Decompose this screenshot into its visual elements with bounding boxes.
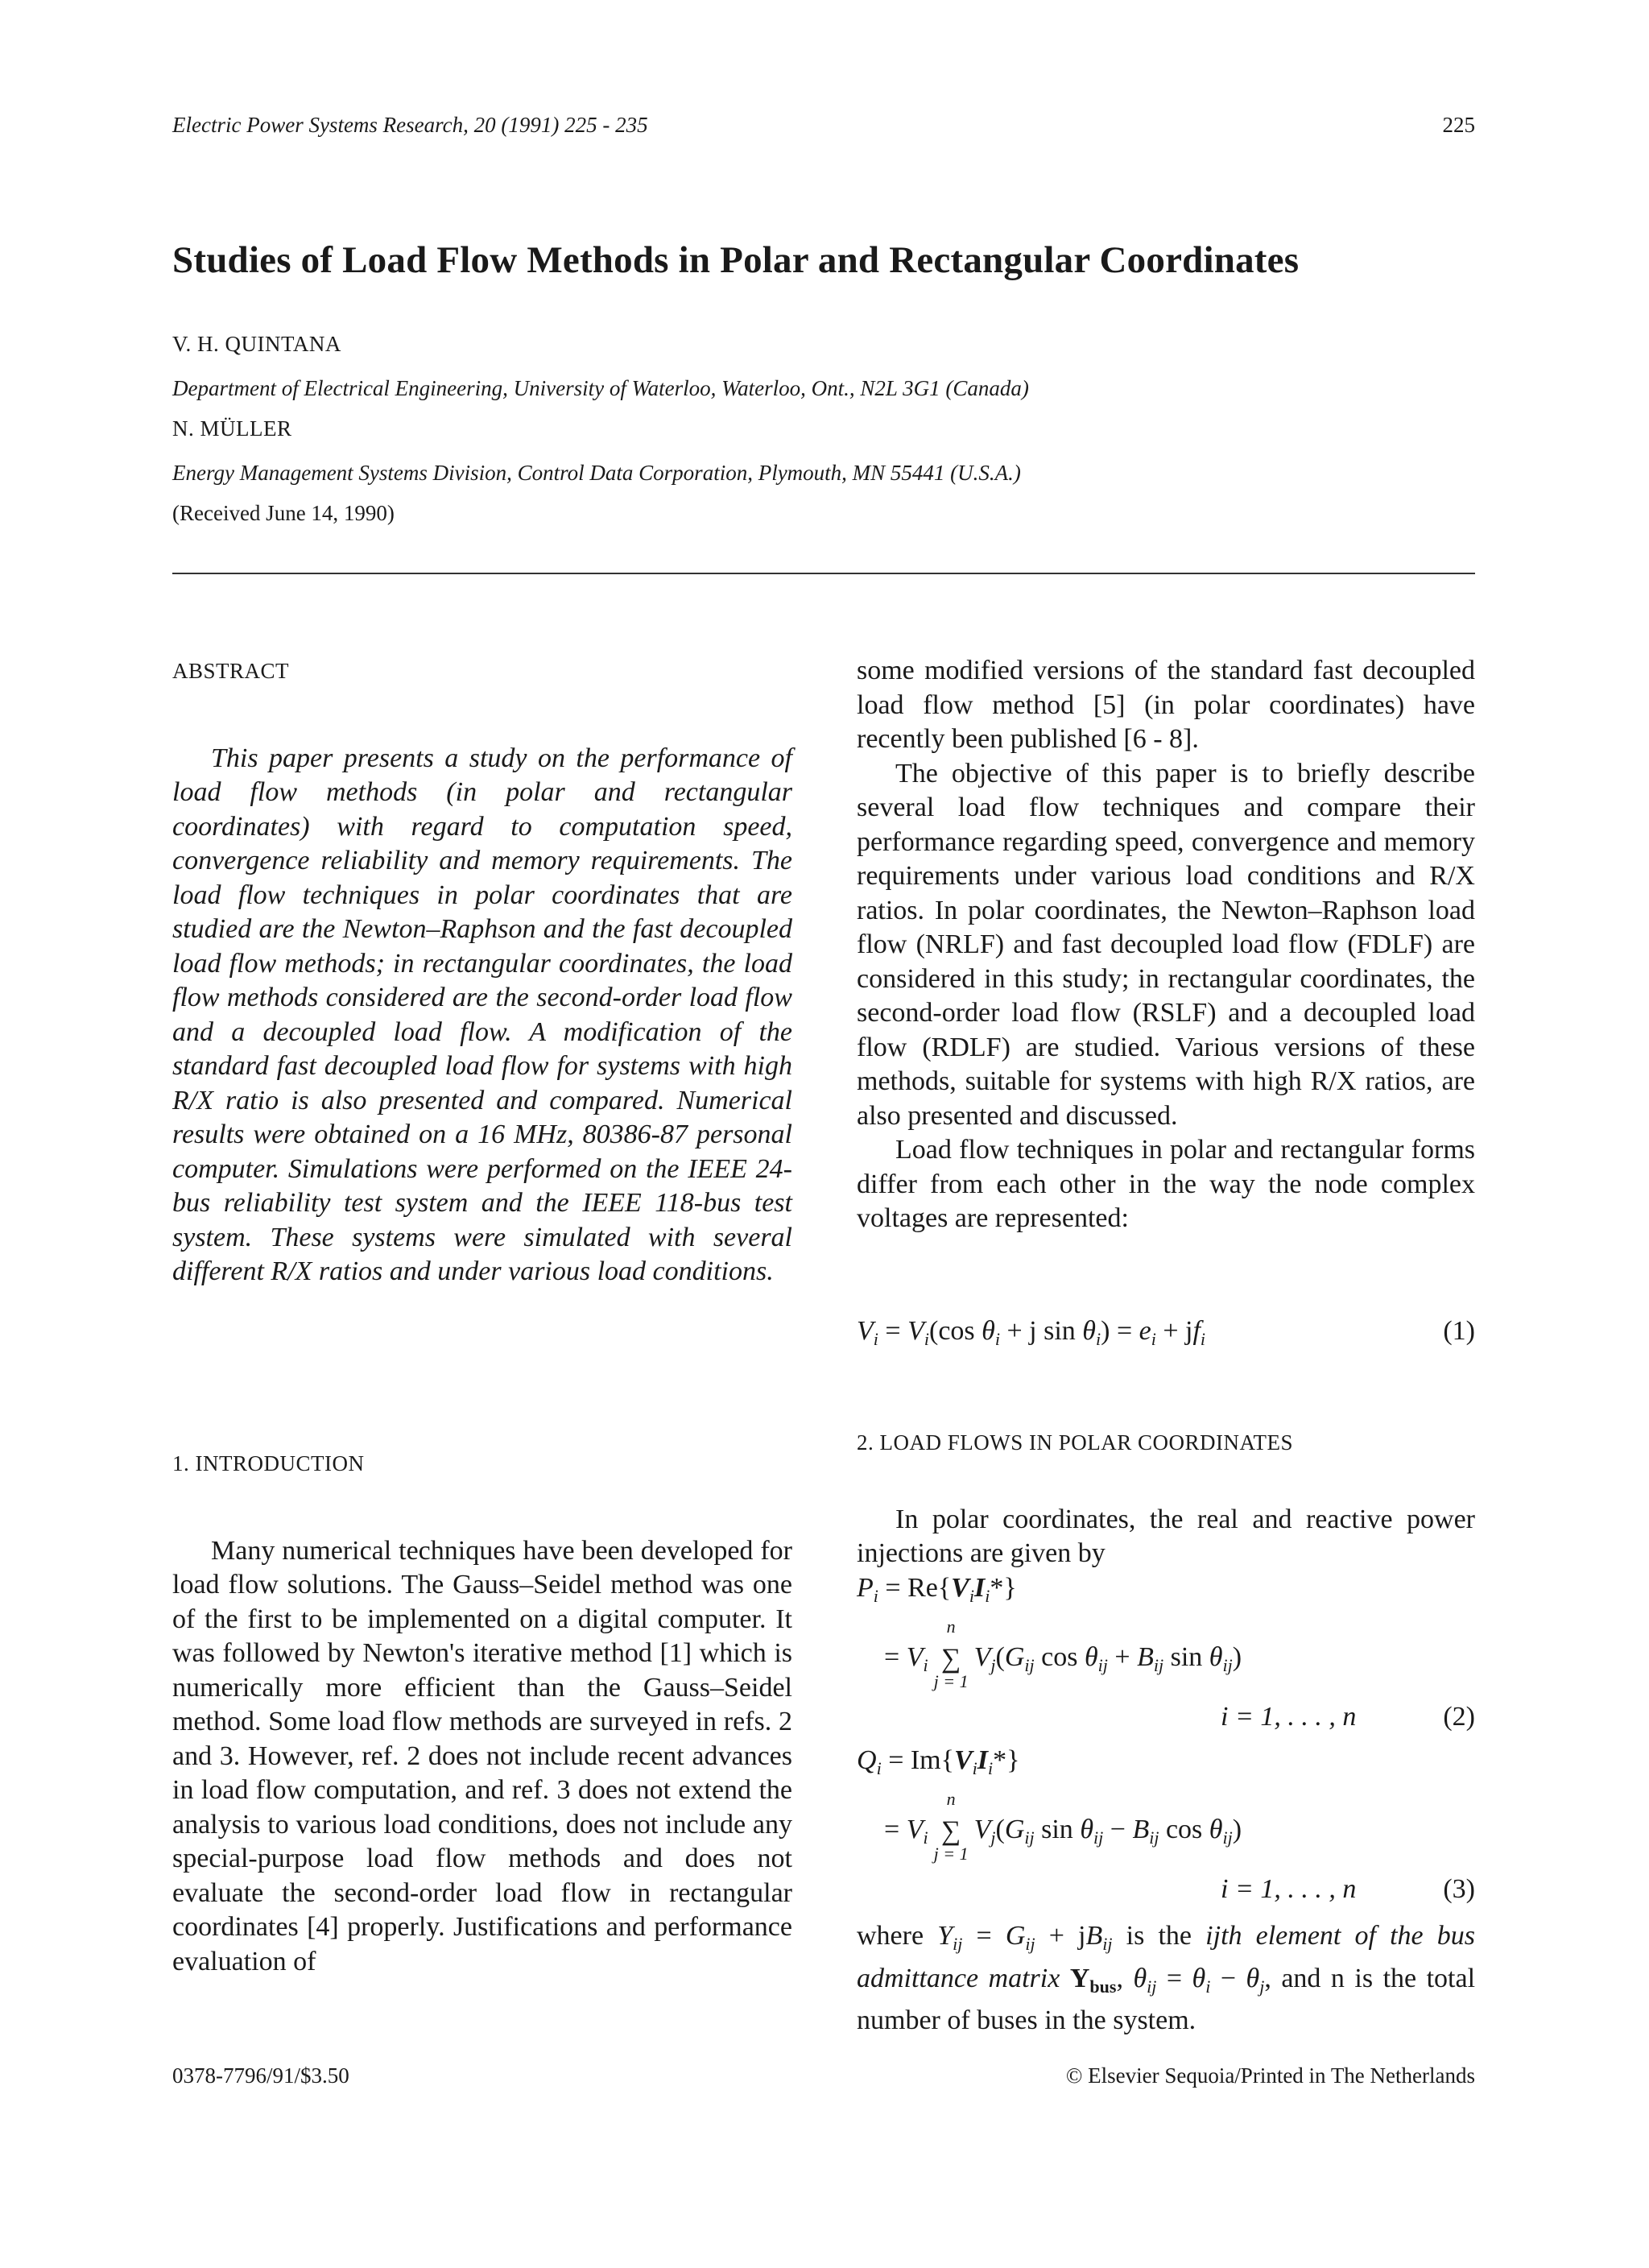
section-2-heading: 2. LOAD FLOWS IN POLAR COORDINATES: [857, 1430, 1294, 1455]
where-text-a: where: [857, 1921, 924, 1951]
introduction-section: [172, 1446, 792, 1979]
footer-publisher: © Elsevier Sequoia/Printed in The Netherlands: [1065, 2063, 1475, 2088]
introduction-text: Many numerical techniques have been developed for load flow solutions. The Gauss–Seidel method was one of the first to be implemented on a digital computer. It was followed by Newton's iterative method [1] which is numerically more efficient than the Gauss–Seidel method. Some load flow methods are surveyed in refs. 2 and 3. However, ref. 2 does not include recent advances in load flow computation, and ref. 3 does not extend the analysis to various load conditions, does not include any special-purpose load flow methods and does not evaluate the second-order load flow in rectangular coordinates [4] properly. Justifications and performance evaluation of: [172, 1535, 792, 1976]
equation-3-range: i = 1, . . . , n: [1221, 1874, 1357, 1904]
paragraph-forms: Load flow techniques in polar and rectangular forms differ from each other in the way the node complex voltages are represented:: [857, 1135, 1475, 1233]
equation-2-line-1: $P_i = Re\{V_iI_i*\}$: [857, 1573, 1017, 1606]
right-column-top: [857, 654, 1475, 1236]
paragraph-objective: The objective of this paper is to briefly describe several load flow techniques and compare their performance regarding speed, convergence and memory requirements under various load conditions and R/X ratios. In polar coordinates, the Newton–Raphson load flow (NRLF) and fast decoupled load flow (FDLF) are considered in this study; in rectangular coordinates, the second-order load flow (RSLF) and a decoupled load flow (RDLF) are studied. Various versions of these methods, suitable for systems with high R/X ratios, are also presented and discussed.: [857, 758, 1475, 1131]
received-date: (Received June 14, 1990): [172, 501, 395, 525]
introduction-heading: 1. INTRODUCTION: [172, 1451, 365, 1475]
equation-3-line-1: $Q_i = Im\{V_iI_i*\}$: [857, 1745, 1020, 1778]
paragraph-where: where $Y_{ij} = G_{ij} + jB_{ij}$ is the ijth element of the bus admittance matrix $Y_{bus}$, $\theta_{ij} = \theta_i - \theta_j$, and n is the total number of buses in the system.: [857, 1921, 1476, 2035]
abstract-section: [172, 654, 792, 1289]
equation-3-line-2: = $V_i$ n ∑ j = 1 $V_j(G_{ij}$ $\sin \theta_{ij} - B_{ij}$ $\cos \theta_{ij}$): [884, 1789, 1242, 1864]
author-2-affiliation: Energy Management Systems Division, Control Data Corporation, Plymouth, MN 55441 (U.S.A.): [172, 461, 1021, 485]
equation-1: $V_i = V_i(\cos$ $\theta_i + j$ $\sin \theta_i) = e_i + jf_i$: [857, 1316, 1206, 1349]
paper-title: Studies of Load Flow Methods in Polar and Rectangular Coordinates: [172, 239, 1300, 281]
where-text-b: is the: [1126, 1921, 1192, 1951]
abstract-heading: ABSTRACT: [172, 659, 290, 683]
author-1-affiliation: Department of Electrical Engineering, University of Waterloo, Waterloo, Ont., N2L 3G1 (Canada): [172, 376, 1029, 400]
equation-3-number: (3): [1443, 1874, 1475, 1904]
page-number: 225: [1442, 113, 1475, 137]
equation-1-number: (1): [1443, 1316, 1475, 1346]
paragraph-power-injections: In polar coordinates, the real and reactive power injections are given by: [857, 1504, 1475, 1568]
where-text-d: , and n is the total number of buses in the system.: [857, 1963, 1476, 2035]
header-divider: [172, 573, 1475, 574]
section-2: [857, 1426, 1475, 1571]
abstract-text: This paper presents a study on the performance of load flow methods (in polar and rectangular coordinates) with regard to computation speed, convergence reliability and memory requirements. The load flow techniques in polar coordinates that are studied are the Newton–Raphson and the fast decoupled load flow methods; in rectangular coordinates, the load flow methods considered are the second-order load flow and a decoupled load flow. A modification of the standard fast decoupled load flow for systems with high R/X ratio is also presented and compared. Numerical results were obtained on a 16 MHz, 80386-87 personal computer. Simulations were performed on the IEEE 24-bus reliability test system and the IEEE 118-bus test system. These systems were simulated with several different R/X ratios and under various load conditions.: [172, 743, 792, 1286]
paragraph-modified-versions: some modified versions of the standard fast decoupled load flow method [5] (in polar coordinates) have recently been published [6 - 8].: [857, 656, 1475, 754]
author-1-name: V. H. QUINTANA: [172, 332, 341, 356]
footer-issn-price: 0378-7796/91/$3.50: [172, 2063, 349, 2088]
equation-2-range: i = 1, . . . , n: [1221, 1702, 1357, 1732]
author-2-name: N. MÜLLER: [172, 416, 292, 441]
equation-2-line-2: = $V_i$ n ∑ j = 1 $V_j(G_{ij}$ $\cos \theta_{ij} + B_{ij}$ $\sin \theta_{ij}$): [884, 1616, 1242, 1692]
journal-citation: Electric Power Systems Research, 20 (1991) 225 - 235: [172, 113, 648, 137]
where-text-c: ijth element of the bus admittance matrix: [857, 1921, 1475, 1993]
equation-2-number: (2): [1443, 1702, 1475, 1732]
